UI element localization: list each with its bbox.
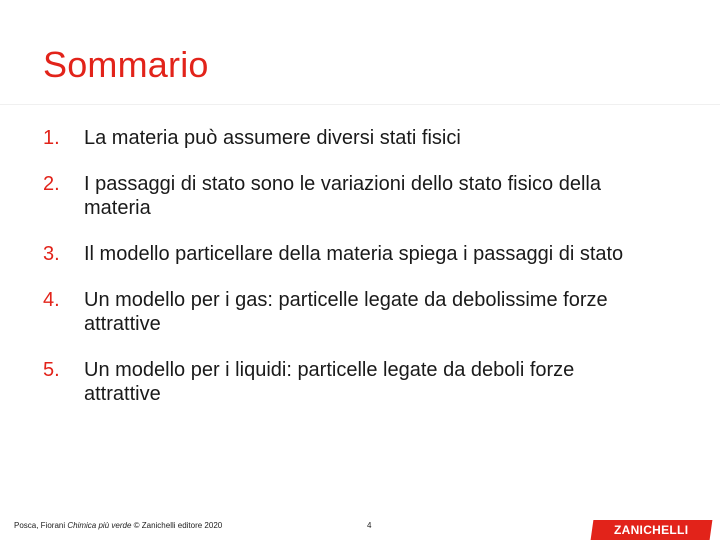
item-text: Il modello particellare della materia spiega i passaggi di stato bbox=[84, 243, 624, 265]
footer-publisher: © Zanichelli editore 2020 bbox=[131, 521, 223, 530]
item-text: Un modello per i gas: particelle legate da debolissime forze attrattive bbox=[84, 289, 608, 335]
title-divider bbox=[0, 104, 720, 105]
list-item bbox=[43, 358, 683, 406]
item-text: I passaggi di stato sono le variazioni dello stato fisico della materia bbox=[84, 173, 601, 219]
item-number: 4. bbox=[43, 289, 60, 311]
item-number: 1. bbox=[43, 127, 60, 149]
item-number: 5. bbox=[43, 359, 60, 381]
list-item bbox=[43, 288, 683, 336]
list-item bbox=[43, 172, 683, 220]
zanichelli-logo bbox=[591, 520, 713, 540]
item-number: 3. bbox=[43, 243, 60, 265]
slide-title: Sommario bbox=[43, 44, 209, 85]
footer-book-title: Chimica più verde bbox=[67, 521, 132, 530]
item-text: Un modello per i liquidi: particelle legate da deboli forze attrattive bbox=[84, 359, 575, 405]
list-item bbox=[43, 126, 683, 150]
page-number: 4 bbox=[367, 521, 372, 530]
logo-text: ZANICHELLI bbox=[614, 523, 689, 537]
summary-list bbox=[43, 126, 683, 428]
item-text: La materia può assumere diversi stati fisici bbox=[84, 127, 461, 149]
item-number: 2. bbox=[43, 173, 60, 195]
footer-authors: Posca, Fiorani bbox=[14, 521, 68, 530]
list-item bbox=[43, 242, 683, 266]
footer-credit bbox=[14, 521, 222, 530]
